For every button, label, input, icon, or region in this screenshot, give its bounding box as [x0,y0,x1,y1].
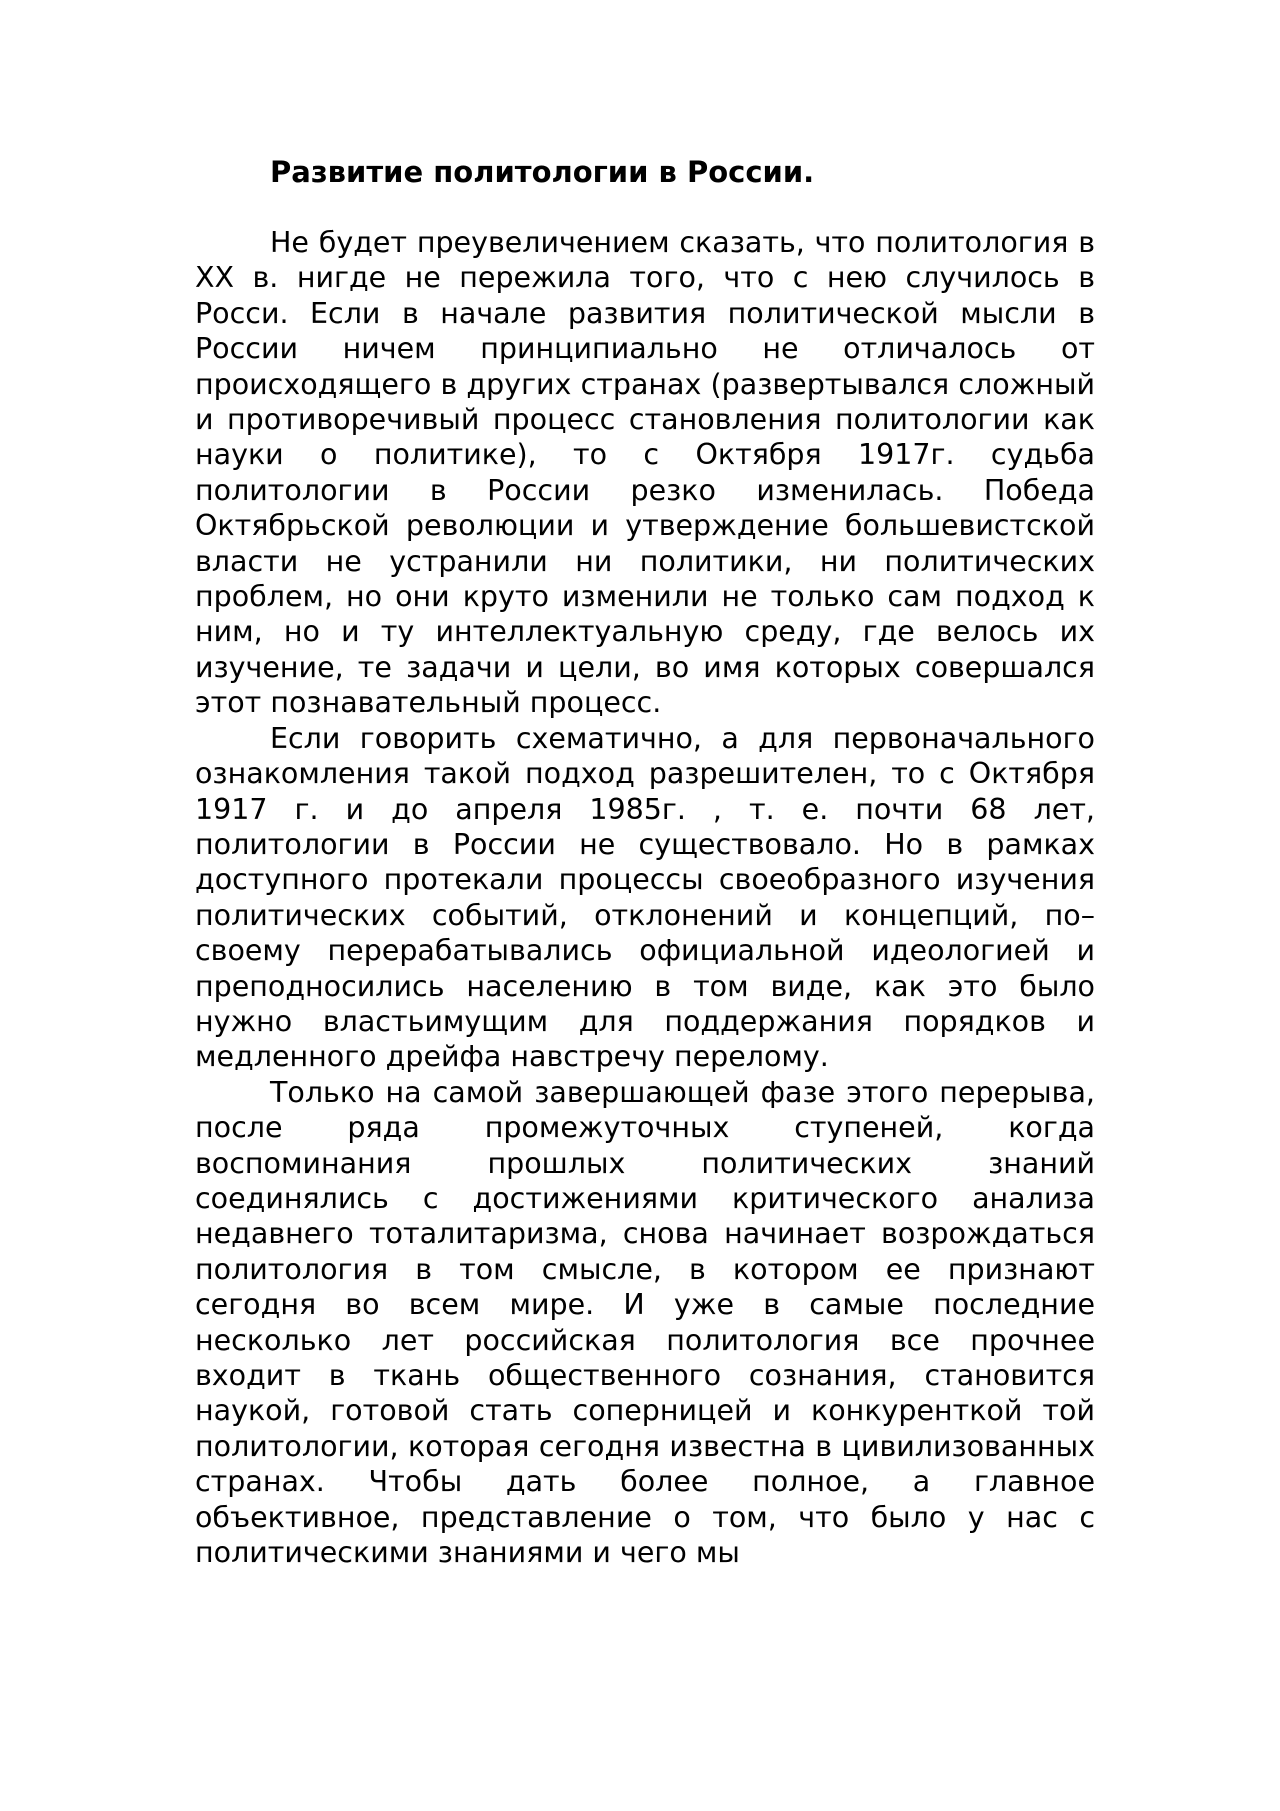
paragraph-2: Если говорить схематично, а для первоначального ознакомления такой подход разрешителен, то с Октября 1917 г. и до апреля 1985г. , т. е. почти 68 лет, политологии в России не существовало. Но в рамках доступного протекали процессы своеобразного изучения политических событий, отклонений и концепций, по–своему перерабатывались официальной идеологией и преподносились населению в том виде, как это было нужно властьимущим для поддержания порядков и медленного дрейфа навстречу перелому. [195,721,1095,1074]
paragraph-3: Только на самой завершающей фазе этого перерыва, после ряда промежуточных ступеней, когда воспоминания прошлых политических знаний соединялись с достижениями критического анализа недавнего тоталитаризма, снова начинает возрождаться политология в том смысле, в котором ее признают сегодня во всем мире. И уже в самые последние несколько лет российская политология все прочнее входит в ткань общественного сознания, становится наукой, готовой стать соперницей и конкуренткой той политологии, которая сегодня известна в цивилизованных странах. Чтобы дать более полное, а главное объективное, представление о том, что было у нас с политическими знаниями и чего мы [195,1075,1095,1570]
paragraph-1: Не будет преувеличением сказать, что политология в XX в. нигде не пережила того, что с нею случилось в Росси. Если в начале развития политической мысли в России ничем принципиально не отличалось от происходящего в других странах (развертывался сложный и противоречивый процесс становления политологии как науки о политике), то с Октября 1917г. судьба политологии в России резко изменилась. Победа Октябрьской революции и утверждение большевистской власти не устранили ни политики, ни политических проблем, но они круто изменили не только сам подход к ним, но и ту интеллектуальную среду, где велось их изучение, те задачи и цели, во имя которых совершался этот познавательный процесс. [195,226,1095,720]
document-body [195,225,1095,1570]
document-title: Развитие политологии в России. [270,155,815,189]
